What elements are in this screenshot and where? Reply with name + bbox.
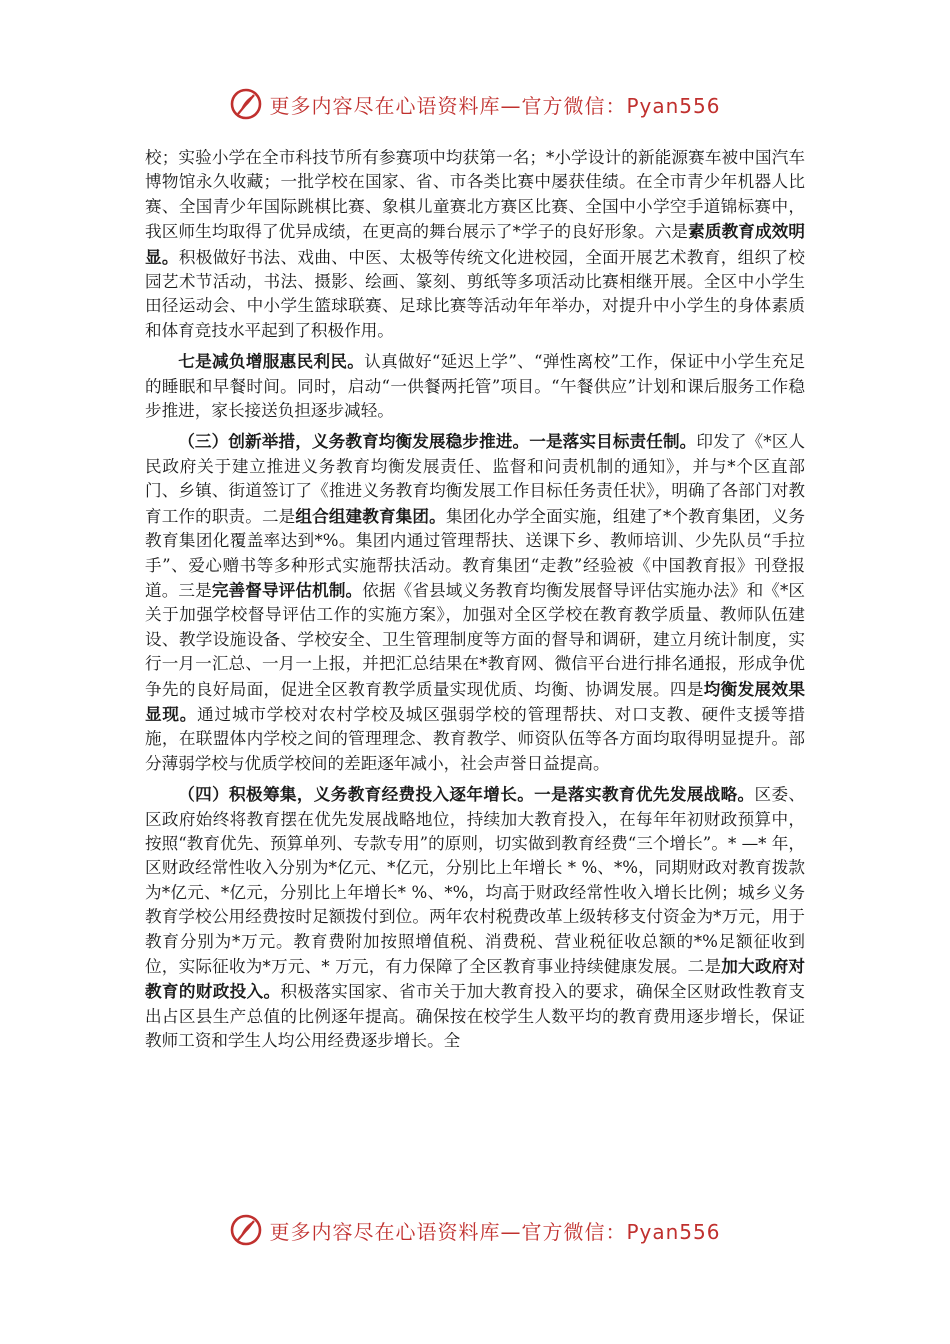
- body-text: 区委、区政府始终将教育摆在优先发展战略地位，持续加大教育投入，在每年年初财政预算中，按照“教育优先、预算单列、专款专用”的原则，切实做到教育经费“三个增长”。* —* 年，区财政经常性收入分别为*亿元、*亿元，分别比上年增长 * %、*%，同期财政对教育拨款为*亿元、*亿元，分别比上年增长* %、*%，均高于财政经常性收入增长比例；城乡义务教育学校公用经费按时足额拨付到位。两年农村税费改革上级转移支付资金为*万元，用于教育分别为*万元。教育费附加按照增值税、消费税、营业税征收总额的*%足额征收到位，实际征收为*万元、* 万元，有力保障了全区教育事业持续健康发展。二是: [145, 785, 806, 976]
- body-text: 集团化办学全面实施，组建了*个教育集团，义务教育集团化覆盖率达到*%。集团内通过管理帮扶、送课下乡、教师培训、少先队员“手拉手”、爱心赠书等多种形式实施帮扶活动。教育集团“走教”经验被《中国教育报》刊登报道。三是: [145, 506, 806, 600]
- footer-watermark-banner: [0, 1208, 950, 1252]
- body-text: 依据《省县域义务教育均衡发展督导评估实施办法》和《*区关于加强学校督导评估工作的实施方案》，加强对全区学校在教育教学质量、教师队伍建设、教学设施设备、学校安全、卫生管理制度等方面的督导和调研，建立月统计制度，实行一月一汇总、一月一上报，并把汇总结果在*教育网、微信平台进行排名通报，形成争优争先的良好局面，促进全区教育教学质量实现优质、均衡、协调发展。四是: [145, 580, 806, 699]
- body-text: 校；实验小学在全市科技节所有参赛项中均获第一名；*小学设计的新能源赛车被中国汽车博物馆永久收藏；一批学校在国家、省、市各类比赛中屡获佳绩。在全市青少年机器人比赛、全国青少年国际跳棋比赛、象棋儿童赛北方赛区比赛、全国中小学空手道锦标赛中，我区师生均取得了优异成绩，在更高的舞台展示了*学子的良好形象。六是: [145, 148, 805, 242]
- bold-heading-text: 加大政府对教育的财政投入。: [145, 956, 805, 1002]
- quill-logo-icon: [229, 87, 263, 121]
- paragraph-1: [145, 146, 805, 343]
- bold-heading-text: 素质教育成效明显。: [145, 221, 806, 267]
- bold-heading-text: 七是减负增服惠民利民。: [178, 351, 365, 372]
- paragraph-4: [145, 782, 805, 1053]
- bold-heading-text: （三）创新举措，义务教育均衡发展稳步推进。一是落实目标责任制。: [178, 431, 697, 452]
- quill-logo-icon: [229, 1213, 263, 1247]
- document-body: [145, 146, 805, 1054]
- bold-heading-text: 完善督导评估机制。: [211, 579, 363, 600]
- bold-heading-text: （四）积极筹集，义务教育经费投入逐年增长。一是落实教育优先发展战略。: [178, 784, 755, 805]
- body-text: 印发了《*区人民政府关于建立推进义务教育均衡发展责任、监督和问责机制的通知》，并与*个区直部门、乡镇、街道签订了《推进义务教育均衡发展工作目标任务责任状》，明确了各部门对教育工作的职责。二是: [145, 432, 806, 526]
- header-watermark-banner: [0, 82, 950, 126]
- body-text: 通过城市学校对农村学校及城区强弱学校的管理帮扶、对口支教、硬件支援等措施，在联盟体内学校之间的管理理念、教育教学、师资队伍等各方面均取得明显提升。部分薄弱学校与优质学校间的差距逐年减小，社会声誉日益提高。: [145, 704, 806, 773]
- paragraph-3: [145, 429, 805, 776]
- paragraph-2: [145, 349, 805, 423]
- header-watermark-text: 更多内容尽在心语资料库—官方微信：Pyan556: [269, 93, 721, 118]
- bold-heading-text: 均衡发展效果显现。: [145, 678, 806, 724]
- body-text: 积极落实国家、省市关于加大教育投入的要求，确保全区财政性教育支出占区县生产总值的比例逐年提高。确保按在校学生人数平均的教育费用逐步增长，保证教师工资和学生人均公用经费逐步增长。全: [145, 982, 806, 1051]
- footer-watermark-text: 更多内容尽在心语资料库—官方微信：Pyan556: [269, 1219, 721, 1244]
- bold-heading-text: 组合组建教育集团。: [295, 505, 446, 526]
- body-text: 认真做好“延迟上学”、“弹性离校”工作，保证中小学生充足的睡眠和早餐时间。同时，启动“一供餐两托管”项目。“午餐供应”计划和课后服务工作稳步推进，家长接送负担逐步减轻。: [145, 352, 806, 421]
- body-text: 积极做好书法、戏曲、中医、太极等传统文化进校园，全面开展艺术教育，组织了校园艺术节活动，书法、摄影、绘画、篆刻、剪纸等多项活动比赛相继开展。全区中小学生田径运动会、中小学生篮球联赛、足球比赛等活动年年举办，对提升中小学生的身体素质和体育竞技水平起到了积极作用。: [145, 247, 806, 340]
